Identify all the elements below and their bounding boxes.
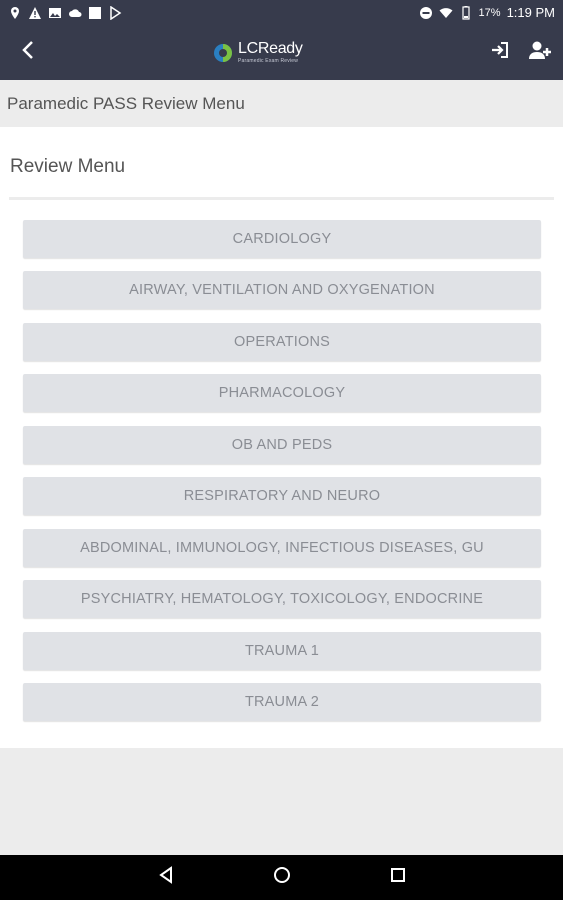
page-title: Paramedic PASS Review Menu (7, 93, 245, 113)
warning-icon (28, 6, 42, 20)
wifi-icon (439, 6, 453, 20)
menu-button-psychiatry[interactable]: PSYCHIATRY, HEMATOLOGY, TOXICOLOGY, ENDOCRINE (23, 580, 541, 618)
battery-percent: 17% (478, 6, 501, 19)
do-not-disturb-icon (419, 6, 433, 20)
square-icon (88, 6, 102, 20)
page-header (0, 80, 563, 127)
location-icon (8, 6, 22, 20)
menu-button-operations[interactable]: OPERATIONS (23, 323, 541, 361)
nav-recents-button[interactable] (386, 866, 410, 890)
app-logo (212, 41, 303, 64)
logo-title: LCReady (238, 40, 303, 57)
menu-button-cardiology[interactable]: CARDIOLOGY (23, 220, 541, 258)
battery-icon (459, 6, 473, 20)
login-icon (490, 41, 510, 64)
square-recents-icon (390, 867, 406, 888)
menu-button-ob-peds[interactable]: OB AND PEDS (23, 426, 541, 464)
login-button[interactable] (489, 42, 511, 64)
play-store-icon (108, 6, 122, 20)
status-left-icons (8, 6, 122, 20)
add-user-button[interactable] (529, 42, 551, 64)
app-bar (0, 25, 563, 80)
review-menu-card (0, 127, 563, 748)
menu-button-airway[interactable]: AIRWAY, VENTILATION AND OXYGENATION (23, 271, 541, 309)
menu-button-trauma-1[interactable]: TRAUMA 1 (23, 632, 541, 670)
add-user-icon (528, 40, 552, 65)
triangle-back-icon (158, 866, 174, 889)
cloud-icon (68, 6, 82, 20)
menu-button-abdominal[interactable]: ABDOMINAL, IMMUNOLOGY, INFECTIOUS DISEASES, GU (23, 529, 541, 567)
chevron-left-icon (21, 40, 35, 65)
status-bar (0, 0, 563, 25)
app-bar-actions (489, 25, 551, 80)
nav-back-button[interactable] (154, 866, 178, 890)
logo-mark-icon (212, 42, 234, 64)
nav-home-button[interactable] (270, 866, 294, 890)
menu-button-trauma-2[interactable]: TRAUMA 2 (23, 683, 541, 721)
card-title: Review Menu (10, 156, 126, 177)
system-nav-bar (0, 855, 563, 900)
circle-home-icon (273, 866, 291, 889)
menu-button-respiratory-neuro[interactable]: RESPIRATORY AND NEURO (23, 477, 541, 515)
status-right-icons (419, 5, 555, 20)
image-icon (48, 6, 62, 20)
back-button[interactable] (0, 25, 56, 80)
menu-button-pharmacology[interactable]: PHARMACOLOGY (23, 374, 541, 412)
logo-subtitle: Paramedic Exam Review (238, 58, 299, 64)
divider (9, 197, 554, 200)
clock: 1:19 PM (506, 5, 555, 20)
